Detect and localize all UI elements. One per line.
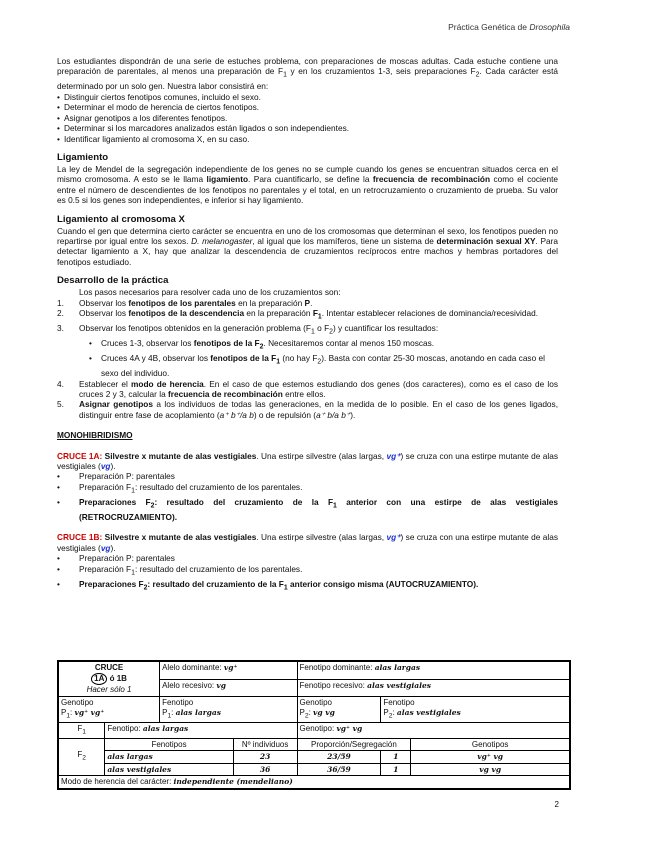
table-row bbox=[58, 697, 570, 723]
cruce-items bbox=[57, 553, 558, 594]
table-row bbox=[58, 776, 570, 789]
table-row bbox=[58, 763, 570, 776]
section-desarrollo bbox=[57, 275, 558, 420]
table-row bbox=[58, 751, 570, 764]
f2-genotype-cell[interactable]: vg vg bbox=[411, 763, 570, 776]
intro-paragraph: Los estudiantes dispondrán de una serie de estuches problema, con preparaciones de moscas adultas. Cada estuche contiene una preparación de parentales, al menos una preparación de $F_1$ y en los cruzamientos 1-3, seis preparaciones $F_2$. Cada carácter está determinado por un solo gen. Nuestra labor consistirá en: bbox=[57, 56, 558, 92]
f1-label-cell: $F_1$ bbox=[58, 722, 105, 738]
p2-phenotype-cell[interactable]: Fenotipo $P_2$: alas vestigiales bbox=[381, 697, 570, 723]
cruce-description: CRUCE 1B: Silvestre x mutante de alas vestigiales. Una estirpe silvestre (alas largas, vg⁺) se cruza con una estirpe mutante de alas vestigiales (vg). bbox=[57, 532, 559, 553]
list-item: • Determinar el modo de herencia de ciertos fenotipos. bbox=[57, 102, 558, 112]
f1-phenotype-cell[interactable]: Fenotipo: alas largas bbox=[105, 722, 297, 738]
list-item: • Preparaciones $F_2$: resultado del cruzamiento de la $F_1$ anterior consigo misma (AUTOCRUZAMIENTO). bbox=[57, 579, 558, 594]
table-row bbox=[58, 661, 570, 679]
p1-phenotype-cell[interactable]: Fenotipo $P_1$: alas largas bbox=[160, 697, 297, 723]
dominant-allele-cell[interactable]: Alelo dominante: vg⁺ bbox=[160, 661, 297, 679]
f2-segregation-cell[interactable]: 1 bbox=[381, 763, 411, 776]
section-paragraph: La ley de Mendel de la segregación independiente de los genes no se cumple cuando los genes se encuentran situados cerca en el mismo cromosoma. A esto se le llama ligamiento. Para cuantificarlo, se define la frecuencia de recombinación como el cociente entre el número de descendientes de los fenotipos no parentales y el total, en un retrocruzamiento o cruzamiento de prueba. Su valor es 0.5 si los genes son independientes, e inferior si hay ligamiento. bbox=[57, 163, 558, 206]
f2-proportion-cell[interactable]: 36/59 bbox=[297, 763, 381, 776]
section-title: Ligamiento bbox=[57, 151, 109, 163]
dominant-phenotype-cell[interactable]: Fenotipo dominante: alas largas bbox=[297, 661, 570, 679]
page-number: 2 bbox=[554, 800, 559, 809]
column-header: Nº individuos bbox=[233, 738, 297, 751]
f2-segregation-cell[interactable]: 1 bbox=[381, 751, 411, 764]
main-content bbox=[57, 56, 558, 594]
column-header: Fenotipos bbox=[105, 738, 233, 751]
list-item: • Preparación $F_1$: resultado del cruzamiento de los parentales. bbox=[57, 564, 558, 579]
list-item: • Preparación P: parentales bbox=[57, 471, 558, 481]
f2-count-cell[interactable]: 23 bbox=[233, 751, 297, 764]
selected-option-circle: 1A bbox=[91, 673, 107, 685]
f2-label-cell: $F_2$ bbox=[58, 738, 105, 776]
cruce-description: CRUCE 1A: Silvestre x mutante de alas vestigiales. Una estirpe silvestre (alas largas, vg⁺) se cruza con una estirpe mutante de alas vestigiales (vg). bbox=[57, 450, 559, 472]
p1-genotype-cell[interactable]: Genotipo $P_1$: vg⁺ vg⁺ bbox=[58, 697, 160, 723]
section-title: Desarrollo de la práctica bbox=[57, 275, 169, 287]
mono-title: MONOHIBRIDISMO bbox=[57, 430, 133, 441]
section-lead: Los pasos necesarios para resolver cada uno de los cruzamientos son: bbox=[79, 287, 341, 298]
results-table bbox=[57, 660, 571, 790]
f2-phenotype-cell[interactable]: alas vestigiales bbox=[105, 763, 233, 776]
list-item: • Preparación $F_1$: resultado del cruzamiento de los parentales. bbox=[57, 482, 558, 497]
list-item: • Preparaciones $F_2$: resultado del cruzamiento de la $F_1$ anterior con una estirpe de alas vestigiales (RETROCRUZAMIENTO). bbox=[57, 497, 558, 522]
table-row bbox=[58, 738, 570, 751]
f2-count-cell[interactable]: 36 bbox=[233, 763, 297, 776]
table-row bbox=[58, 722, 570, 738]
list-item: • Identificar ligamiento al cromosoma X, en su caso. bbox=[57, 134, 558, 144]
recessive-allele-cell[interactable]: Alelo recesivo: vg bbox=[160, 679, 297, 696]
sub-list bbox=[79, 338, 558, 379]
column-header: Proporción/Segregación bbox=[297, 738, 411, 751]
list-item: 5. Asignar genotipos a los individuos de todas las generaciones, en la medida de lo posible. En el caso de los genes ligados, distinguir entre fase de acoplamiento (a⁺ b⁺/a b) o de repulsión (a⁺ b/a b⁺). bbox=[57, 399, 558, 420]
list-item: • Distinguir ciertos fenotipos comunes, incluido el sexo. bbox=[57, 92, 558, 102]
cruce-1a bbox=[57, 451, 558, 523]
recessive-phenotype-cell[interactable]: Fenotipo recesivo: alas vestigiales bbox=[297, 679, 570, 696]
f2-genotype-cell[interactable]: vg⁺ vg bbox=[411, 751, 570, 764]
list-item: 2. Observar los fenotipos de la descendencia en la preparación $F_1$. Intentar establecer relaciones de dominancia/recesividad. bbox=[57, 307, 539, 321]
cruce-1b bbox=[57, 532, 558, 593]
list-item: • Cruces 1-3, observar los fenotipos de la $F_2$. Necesitaremos contar al menos 150 moscas. bbox=[79, 338, 558, 353]
cruce-cell: CRUCE 1A ó 1B Hacer sólo 1 bbox=[58, 661, 160, 697]
column-header: Genotipos bbox=[411, 738, 570, 751]
inheritance-mode-cell[interactable]: Modo de herencia del carácter: independiente (mendeliano) bbox=[58, 776, 570, 789]
f2-proportion-cell[interactable]: 23/59 bbox=[297, 751, 381, 764]
running-header: Práctica Genética de Drosophila bbox=[448, 22, 570, 32]
list-item: • Asignar genotipos a los diferentes fenotipos. bbox=[57, 113, 558, 123]
section-title: Ligamiento al cromosoma X bbox=[57, 213, 185, 225]
list-item: 4. Establecer el modo de herencia. En el caso de que estemos estudiando dos genes (dos caracteres), como es el caso de los cruces 2 y 3, calcular la frecuencia de recombinación entre ellos. bbox=[57, 378, 558, 400]
section-ligamiento bbox=[57, 152, 558, 206]
list-item: • Determinar si los marcadores analizados están ligados o son independientes. bbox=[57, 123, 558, 133]
list-item: 1. Observar los fenotipos de los parentales en la preparación P. bbox=[57, 297, 313, 308]
list-item: 3. Observar los fenotipos obtenidos en la generación problema ($F_1$ o $F_2$) y cuantificar los resultados: • Cruces 1-3, observar los fenotipos de la $F_2$. Necesitaremos contar al menos 150 moscas. • Cruces 4A y 4B, observar los fenotipos de la $F_1$ (no hay $F_2$). Basta con contar 25-30 moscas, anotando en cada caso el sexo del individuo. bbox=[57, 323, 558, 379]
cruce-items bbox=[57, 471, 558, 522]
f2-phenotype-cell[interactable]: alas largas bbox=[105, 751, 233, 764]
f1-genotype-cell[interactable]: Genotipo: vg⁺ vg bbox=[297, 722, 570, 738]
section-paragraph: Cuando el gen que determina cierto carácter se encuentra en uno de los cromosomas que determinan el sexo, los fenotipos pueden no repartirse por igual entre los sexos. D. melanogaster, al igual que los mamíferos, tiene un sistema de determinación sexual XY. Para detectar ligamiento a X, hay que analizar la descendencia de cruzamientos recíprocos entre machos y hembras portadores del fenotipos estudiado. bbox=[57, 225, 559, 267]
list-item: • Preparación P: parentales bbox=[57, 553, 558, 563]
steps-list bbox=[57, 298, 558, 421]
p2-genotype-cell[interactable]: Genotipo $P_2$: vg vg bbox=[297, 697, 381, 723]
section-ligamiento-x bbox=[57, 214, 558, 268]
objectives-list bbox=[57, 92, 558, 144]
list-item: • Cruces 4A y 4B, observar los fenotipos de la $F_1$ (no hay $F_2$). Basta con contar 25-30 moscas, anotando en cada caso el sexo del individuo. bbox=[79, 353, 558, 378]
